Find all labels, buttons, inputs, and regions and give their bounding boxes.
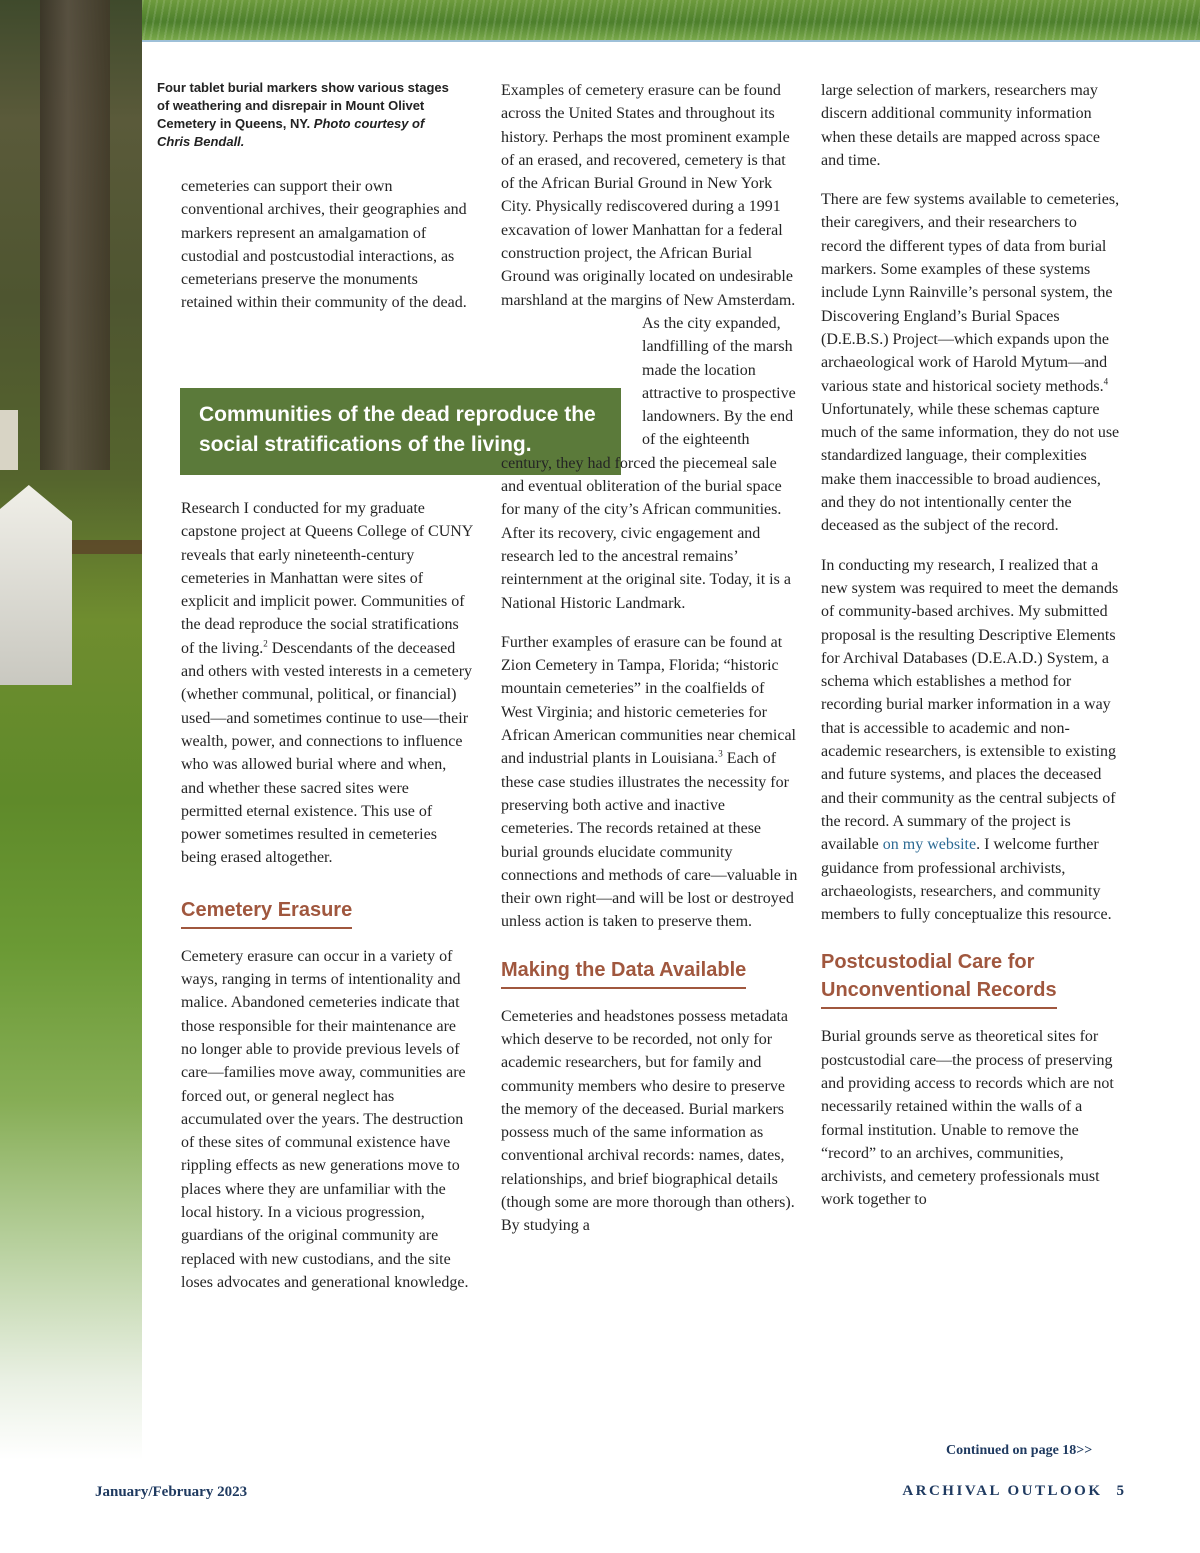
- issue-date: January/February 2023: [95, 1484, 248, 1500]
- paragraph: In conducting my research, I realized that a new system was required to meet the demands of community-based archives. My submitted proposal is the resulting Descriptive Elements for Archival Databases (D.E.A.D.) System, a schema which establishes a method for recording burial marker information in a way that is accessible to academic and non-academic researchers, is extensible to existing and future systems, and places the deceased and their community as the central subjects of the record. A summary of the project is available on my website. I welcome further guidance from professional archivists, archaeologists, researchers, and community members to fully conceptualize this resource.: [821, 556, 1119, 924]
- publication-name: ARCHIVAL OUTLOOK: [902, 1483, 1103, 1499]
- burial-marker: [0, 410, 18, 470]
- column-2: [501, 79, 799, 1254]
- burial-marker: [0, 485, 72, 685]
- paragraph: Cemetery erasure can occur in a variety of ways, ranging in terms of intentionality and malice. Abandoned cemeteries indicate that those responsible for their maintenance are no longer able to provide previous levels of care—families move away, communities are forced out, or general neglect has accumulated over the years. The destruction of these sites of communal existence have rippling effects as new generations move to places where they are unfamiliar with the local history. In a vicious progression, guardians of the original community are replaced with new custodians, and the site loses advocates and generational knowledge.: [181, 947, 469, 1291]
- website-link[interactable]: on my website: [882, 836, 977, 854]
- paragraph: Further examples of erasure can be found at Zion Cemetery in Tampa, Florida; “historic mountain cemeteries” in the coalfields of West Virginia; and historic cemeteries for African American communities near chemical and industrial plants in Louisiana.$^3$ Each of these case studies illustrates the necessity for preserving both active and inactive cemeteries. The records retained at these burial grounds elucidate community connections and methods of care—valuable in their own right—and will be lost or destroyed unless action is taken to preserve them.: [501, 633, 798, 931]
- paragraph: Burial grounds serve as theoretical sites for postcustodial care—the process of preserving and providing access to records which are not necessarily retained within the walls of a formal institution. Unable to remove the “record” to an archives, communities, archivists, and cemetery professionals must work together to: [821, 1028, 1114, 1209]
- pull-quote-spacer: [501, 312, 642, 451]
- paragraph: large selection of markers, researchers may discern additional community information when these details are mapped across space and time.: [821, 82, 1100, 169]
- paragraph: Cemeteries and headstones possess metadata which deserve to be recorded, not only for academic researchers, but for family and community members who desire to preserve the memory of the deceased. Burial markers possess much of the same information as conventional archival records: names, dates, relationships, and brief biographical details (though some are more thorough than others). By studying a: [501, 1007, 795, 1235]
- pull-quote: Communities of the dead reproduce the social stratifications of the living.: [180, 388, 621, 475]
- paragraph: cemeteries can support their own conventional archives, their geographies and markers represent an amalgamation of custodial and postcustodial interactions, as cemeterians preserve the monuments retained within their community of the dead.: [181, 178, 467, 312]
- column-1-top: [181, 175, 473, 331]
- photo-caption: [157, 79, 457, 151]
- continued-link[interactable]: Continued on page 18>>: [946, 1443, 1093, 1458]
- tree-trunk: [40, 0, 110, 470]
- paragraph: Research I conducted for my graduate capstone project at Queens College of CUNY reveals that early nineteenth-century cemeteries in Manhattan were sites of explicit and implicit power. Communities of the dead reproduce the social stratifications of the living.$^2$ Descendants of the deceased and others with vested interests in a cemetery (whether communal, political, or financial) used—and sometimes continue to use—their wealth, power, and connections to influence who was allowed burial where and when, and whether these sacred sites were permitted eternal existence. This use of power sometimes resulted in cemeteries being erased altogether.: [181, 500, 473, 867]
- cemetery-photo: [0, 0, 142, 1460]
- column-1-bottom: [181, 497, 473, 1310]
- paragraph: Examples of cemetery erasure can be found across the United States and throughout its history. Perhaps the most prominent example of an erased, and recovered, cemetery is that of the African Burial Ground in New York City. Physically rediscovered during a 1991 excavation of lower Manhattan for a federal construction project, the African Burial Ground was originally located on undesirable marshland at the margins of New Amsterdam. As the city expanded, landfilling of the marsh made the location attractive to prospective landowners. By the end of the eighteenth century, they had forced the piecemeal sale and eventual obliteration of the burial space for many of the city’s African communities. After its recovery, civic engagement and research led to the ancestral remains’ reinternment at the original site. Today, it is a National Historic Landmark.: [501, 82, 796, 612]
- grass-banner: [142, 0, 1200, 42]
- caption-credit: Photo courtesy of Chris Bendall.: [157, 116, 425, 149]
- running-footer: [902, 1483, 1124, 1500]
- section-heading: Postcustodial Care for Unconventional Records: [821, 948, 1057, 1009]
- column-3: [821, 79, 1121, 1228]
- page-number: 5: [1116, 1483, 1124, 1499]
- section-heading: Cemetery Erasure: [181, 896, 352, 929]
- paragraph: There are few systems available to cemeteries, their caregivers, and their researchers to record the different types of data from burial markers. Some examples of these systems include Lynn Rainville’s personal system, the Discovering England’s Burial Spaces (D.E.B.S.) Project—which expands upon the archaeological work of Harold Mytum—and various state and historical society methods.$^4$ Unfortunately, while these schemas capture much of the same information, they do not use standardized language, their complexities make them inaccessible to broad audiences, and they do not intentionally center the deceased as the subject of the record.: [821, 191, 1120, 535]
- section-heading: Making the Data Available: [501, 956, 746, 989]
- caption-text: Four tablet burial markers show various stages of weathering and disrepair in Mount Olivet Cemetery in Queens, NY.: [157, 80, 449, 131]
